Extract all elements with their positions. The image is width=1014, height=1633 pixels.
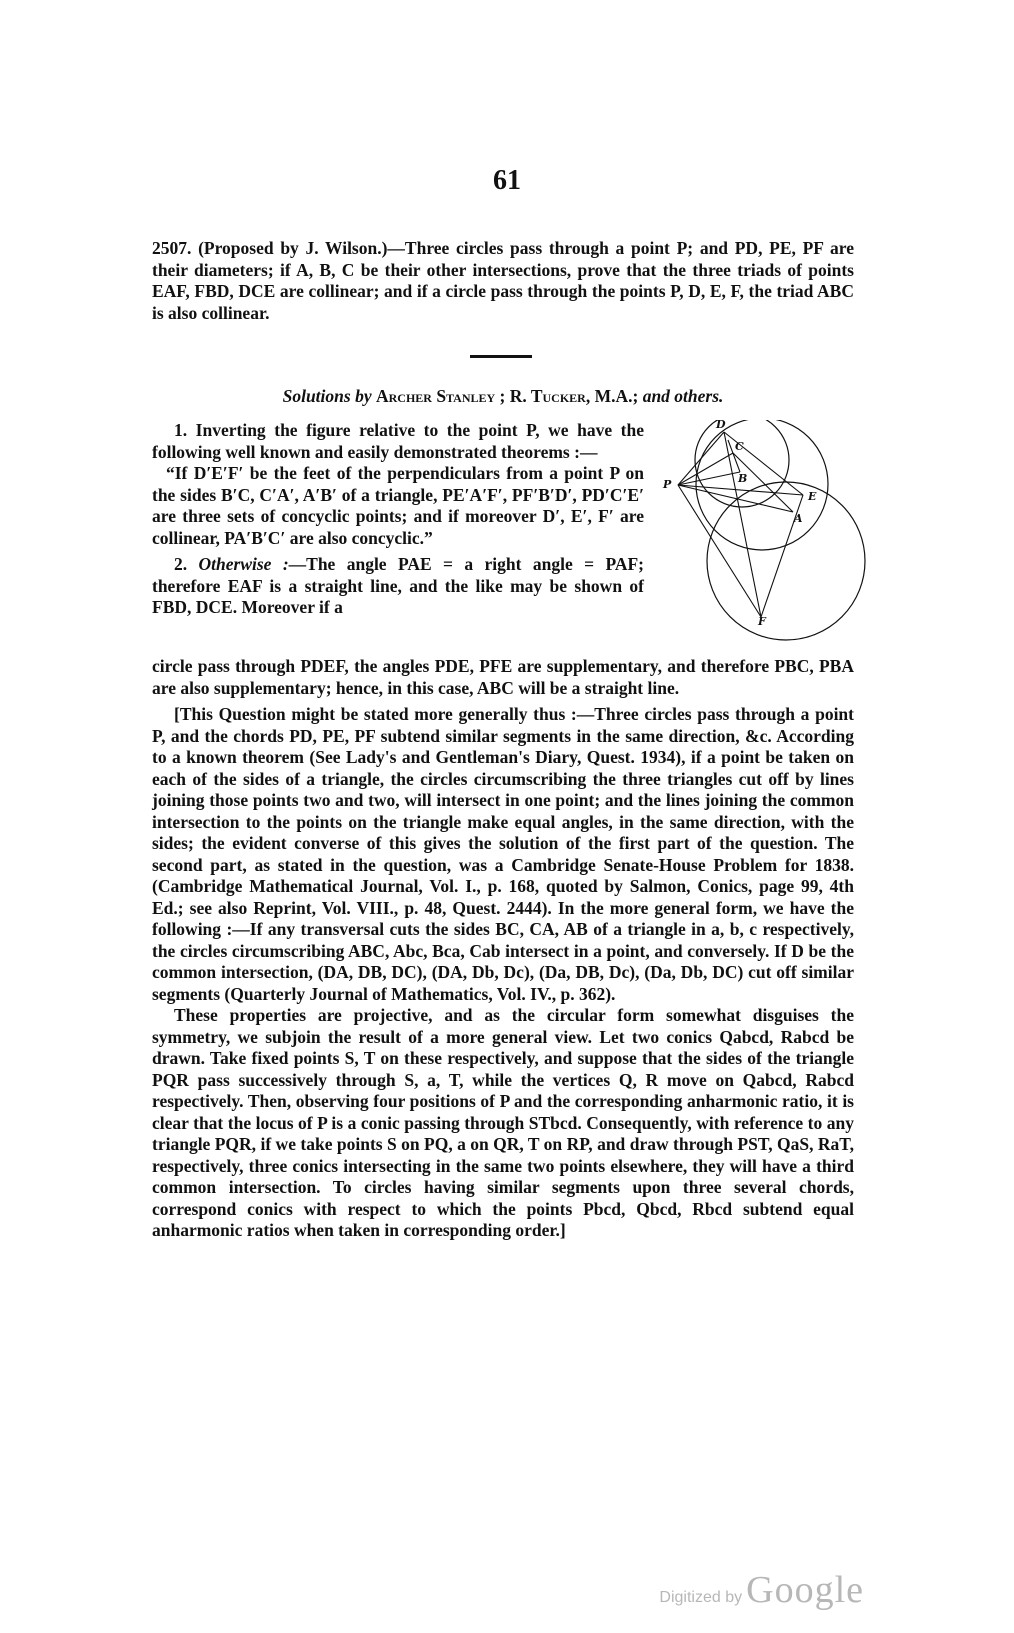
label-d: D [716, 420, 726, 431]
paragraph-2-otherwise: Otherwise : [198, 554, 289, 574]
solution-wide-column [152, 656, 854, 1242]
solution-paragraph-3: [This Question might be stated more generally thus :—Three circles pass through a point P, and the chords PD, PE, PF subtend similar segments in the same direction, &c. According to a known theorem (See Lady's and Gentleman's Diary, Quest. 1934), if a point be taken on each of the sides of a triangle, the circles circumscribing the three triangles cut off by lines joining those points two and two, will intersect in one point; and the lines joining the common intersection to the points on the triangle make equal angles, in the same direction, with the sides; the evident converse of this gives the solution of the first part of the question. The second part, as stated in the question, was a Cambridge Senate-House Problem for 1838. (Cambridge Mathematical Journal, Vol. I., p. 168, quoted by Salmon, Conics, page 99, 4th Ed.; see also Reprint, Vol. VIII., p. 48, Quest. 2444). In the more general form, we have the following :—If any transversal cuts the sides BC, CA, AB of a triangle in a, b, c respectively, the circles circumscribing ABC, Abc, Bca, Cab intersect in a point, and conversely. If D be the common intersection, (DA, DB, DC), (DA, Db, Dc), (Da, DB, Dc), (Da, Db, DC) cut off similar segments (Quarterly Journal of Mathematics, Vol. IV., p. 362). [152, 704, 854, 1004]
paragraph-2-text: —The angle PAE = a right angle = PAF; therefore EAF is a straight line, and the like may be shown of FBD, DCE. Moreover if a [152, 554, 645, 617]
attribution-coauthor: ; R. Tucker, M.A.; [499, 386, 639, 406]
solution-paragraph-2-end: circle pass through PDEF, the angles PDE, PFE are supplementary, and therefore PBC, PBA are also supplementary; hence, in this case, ABC will be a straight line. [152, 656, 854, 698]
attribution-author: Archer Stanley [375, 386, 496, 406]
geometry-figure [658, 420, 868, 650]
label-b: B [738, 472, 748, 485]
problem-statement [152, 238, 854, 324]
solutions-attribution [152, 386, 854, 407]
attribution-tail: and others. [642, 386, 724, 406]
line-df [724, 432, 761, 617]
line-pc [678, 453, 733, 485]
label-c: C [735, 440, 744, 453]
watermark-google-logo: Google [746, 1569, 864, 1611]
problem-text: (Proposed by J. Wilson.)—Three circles pass through a point P; and PD, PE, PF are their diameters; if A, B, C be their other intersections, prove that the three triads of points EAF, FBD, DCE are collinear; and if a circle pass through the points P, D, E, F, the triad ABC is also collinear. [152, 238, 855, 323]
label-p: P [663, 478, 672, 491]
line-pf [678, 485, 761, 617]
solution-paragraph-1: 1. Inverting the figure relative to the point P, we have the following well known and easily demonstrated theorems :— [152, 420, 644, 462]
label-f: F [758, 615, 766, 628]
paragraph-2-number: 2. [174, 554, 188, 574]
attribution-lead: Solutions by [282, 386, 372, 406]
section-divider [470, 355, 532, 358]
solution-paragraph-4: These properties are projective, and as the circular form somewhat disguises the symmetry, we subjoin the result of a more general view. Let two conics Qabcd, Rabcd be drawn. Take fixed points S, T on these respectively, and suppose that the sides of the triangle PQR pass successively through S, a, T, while the vertices Q, R move on Qabcd, Rabcd respectively. Then, observing four positions of P and the corresponding anharmonic ratio, it is clear that the locus of P is a conic passing through STbcd. Consequently, with reference to any triangle PQR, if we take points S on PQ, a on QR, T on RP, and draw through PST, QaS, RaT, respectively, three conics intersecting in the same two points elsewhere, they will have a third common intersection. To circles having similar segments upon three several chords, correspond conics with respect to which the points Pbcd, Qbcd, Rbcd subtend equal anharmonic ratios when taken in corresponding order.] [152, 1005, 854, 1240]
three-circles-diagram [658, 420, 868, 650]
solution-paragraph-2-start [152, 554, 644, 619]
problem-number: 2507. [152, 238, 192, 258]
label-e: E [808, 490, 817, 503]
solution-quoted-theorem: “If D′E′F′ be the feet of the perpendiculars from a point P on the sides B′C, C′A′, A′B′ of a triangle, PE′A′F′, PF′B′D′, PD′C′E′ are three sets of concyclic points; and if moreover D′, E′, F′ are collinear, PA′B′C′ are also concyclic.” [152, 463, 644, 548]
watermark-digitized-text: Digitized by [659, 1589, 743, 1606]
page-number: 61 [493, 165, 521, 196]
label-a: A [794, 512, 803, 525]
digitized-watermark [659, 1568, 864, 1612]
solution-narrow-column [152, 420, 644, 619]
